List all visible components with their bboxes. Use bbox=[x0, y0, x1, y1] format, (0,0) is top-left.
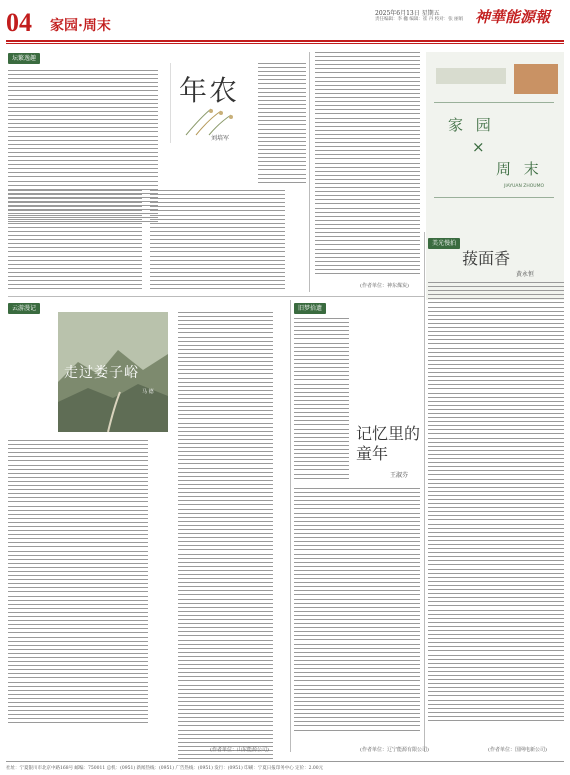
sidebar-rule-top bbox=[434, 102, 554, 103]
editor-credits: 责任编辑：李 樾 编辑：崔 丹 校对：张 丽娟 bbox=[375, 17, 464, 22]
article-author-nianshi: 刘培军 bbox=[211, 135, 230, 142]
article-byline-nianshi: (作者单位：神东煤炭) bbox=[360, 283, 409, 289]
section-title: 家园·周末 bbox=[50, 18, 111, 34]
page-number: 04 bbox=[6, 8, 32, 37]
sidebar-decoration-orange bbox=[514, 64, 558, 94]
image-title-zoujin: 走过娄子峪 bbox=[64, 365, 139, 381]
article-tag-jiyi: 旧梦拾遗 bbox=[294, 303, 326, 314]
article-body-nianshi-right bbox=[258, 63, 306, 186]
sidebar-title-line1: 家 园 bbox=[448, 116, 495, 134]
article-author-jiyi: 王淑芬 bbox=[390, 472, 409, 479]
sidebar-title-line3: 周 末 bbox=[496, 160, 543, 178]
article-byline-caimian: (作者单位：国网电新公司) bbox=[488, 747, 547, 753]
section-divider bbox=[8, 296, 424, 297]
header-rule bbox=[6, 40, 564, 42]
article-author-zoujin: 马 德 bbox=[142, 389, 154, 395]
article-author-caimian: 黄永恒 bbox=[516, 271, 535, 278]
sidebar-title-line2: × bbox=[472, 138, 489, 156]
article-body-caimian bbox=[428, 282, 564, 724]
article-body-jiyi-top bbox=[294, 318, 349, 482]
article-title-jiyi: 记忆里的童年 bbox=[356, 424, 421, 463]
article-body-jiyi bbox=[294, 488, 420, 734]
article-body-zoujin-col2 bbox=[178, 312, 273, 762]
sidebar-decoration-block bbox=[436, 68, 506, 84]
article-body-nianshi-lower1 bbox=[8, 190, 142, 292]
article-title-nianshi: 年农 bbox=[179, 74, 240, 107]
article-body-zoujin-col1 bbox=[8, 440, 148, 727]
header-rule-thin bbox=[6, 43, 564, 44]
sidebar-subtitle: JIAYUAN ZHOUMO bbox=[504, 184, 545, 189]
issue-date: 2025年6月13日 星期五 bbox=[375, 10, 440, 17]
title-block-nianshi bbox=[170, 63, 253, 143]
column-divider bbox=[309, 52, 310, 292]
masthead-logo: 神華能源報 bbox=[475, 8, 551, 26]
page-footer: 社址：宁夏银川市北京中路168号 邮编：750011 总机：(0951) 新闻热线：(0951) 广告热线：(0951) 发行：(0951) 印刷：宁夏日报印务中心 定价：2.00元 bbox=[6, 761, 564, 771]
sidebar-rule-bottom bbox=[434, 197, 554, 198]
article-body-nianshi-lower2 bbox=[150, 190, 285, 292]
column-divider-right bbox=[424, 232, 425, 752]
article-title-caimian: 菝面香 bbox=[462, 249, 511, 268]
article-body-nianshi-col3 bbox=[315, 52, 420, 277]
article-tag-nianshi: 坛繁逸趣 bbox=[8, 53, 40, 64]
article-byline-jiyi: (作者单位：辽宁能源有限公司) bbox=[360, 747, 429, 753]
article-tag-caimian: 美光慢拍 bbox=[428, 238, 460, 249]
article-image-zoujin bbox=[58, 312, 168, 432]
article-byline-zoujin: (作者单位：山东能源公司) bbox=[210, 747, 269, 753]
column-divider-mid bbox=[290, 300, 291, 752]
article-tag-zoujin: 云游漫记 bbox=[8, 303, 40, 314]
